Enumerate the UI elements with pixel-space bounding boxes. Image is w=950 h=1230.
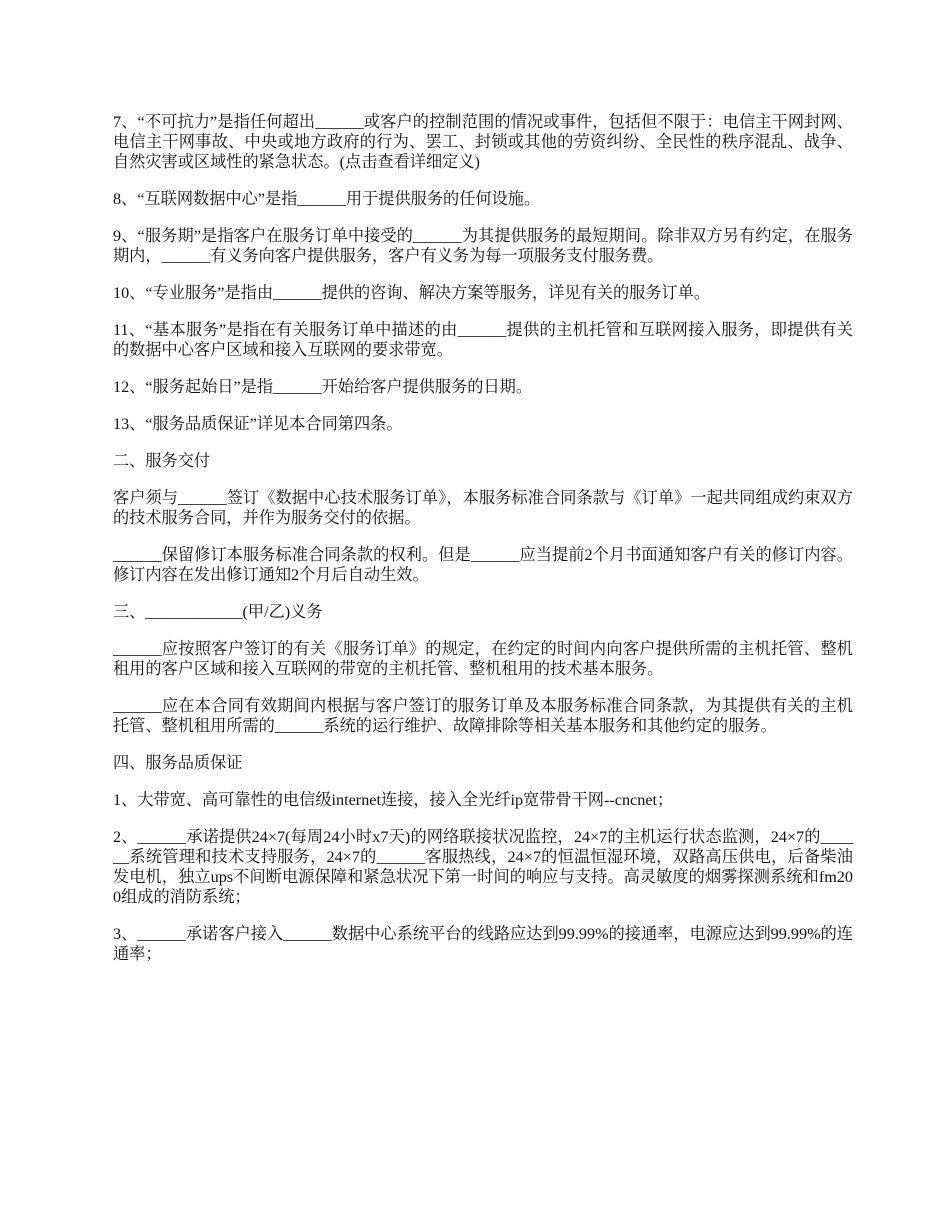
clause-7-force-majeure: 7、“不可抗力”是指任何超出______或客户的控制范围的情况或事件，包括但不限于：电信主干网封网、电信主干网事故、中央或地方政府的行为、罢工、封锁或其他的劳资纠纷、全民性的秩序混乱、战争、自然灾害或区域性的紧急状态。(点击查看详细定义) bbox=[113, 113, 853, 171]
clause-9-service-period: 9、“服务期”是指客户在服务订单中接受的______为其提供服务的最短期间。除非双方另有约定，在服务期内，______有义务向客户提供服务，客户有义务为每一项服务支付服务费。 bbox=[113, 227, 853, 265]
obligations-paragraph-2: ______应在本合同有效期间内根据与客户签订的服务订单及本服务标准合同条款，为其提供有关的主机托管、整机租用所需的______系统的运行维护、故障排除等相关基本服务和其他约定的服务。 bbox=[113, 697, 853, 735]
clause-8-idc: 8、“互联网数据中心”是指______用于提供服务的任何设施。 bbox=[113, 190, 541, 208]
obligations-paragraph-1: ______应按照客户签订的有关《服务订单》的规定，在约定的时间内向客户提供所需的主机托管、整机租用的客户区域和接入互联网的带宽的主机托管、整机租用的技术基本服务。 bbox=[113, 640, 853, 678]
section-heading-quality: 四、服务品质保证 bbox=[113, 754, 243, 772]
clause-12-service-start-date: 12、“服务起始日”是指______开始给客户提供服务的日期。 bbox=[113, 378, 533, 396]
clause-13-sla: 13、“服务品质保证”详见本合同第四条。 bbox=[113, 415, 403, 433]
section-heading-obligations: 三、____________(甲/乙)义务 bbox=[113, 603, 323, 621]
clause-11-basic-services: 11、“基本服务”是指在有关服务订单中描述的由______提供的主机托管和互联网接入服务，即提供有关的数据中心客户区域和接入互联网的要求带宽。 bbox=[113, 321, 853, 359]
quality-item-1: 1、大带宽、高可靠性的电信级internet连接，接入全光纤ip宽带骨干网--cncnet； bbox=[113, 791, 674, 809]
section-heading-delivery: 二、服务交付 bbox=[113, 452, 211, 470]
delivery-paragraph-1: 客户须与______签订《数据中心技术服务订单》，本服务标准合同条款与《订单》一起共同组成约束双方的技术服务合同，并作为服务交付的依据。 bbox=[113, 489, 853, 527]
clause-10-professional-services: 10、“专业服务”是指由______提供的咨询、解决方案等服务，详见有关的服务订单。 bbox=[113, 284, 711, 302]
delivery-paragraph-2: ______保留修订本服务标准合同条款的权利。但是______应当提前2个月书面通知客户有关的修订内容。修订内容在发出修订通知2个月后自动生效。 bbox=[113, 546, 853, 584]
document-page bbox=[113, 112, 853, 981]
quality-item-3: 3、______承诺客户接入______数据中心系统平台的线路应达到99.99%的接通率，电源应达到99.99%的连通率； bbox=[113, 925, 853, 963]
quality-item-2: 2、______承诺提供24×7(每周24小时x7天)的网络联接状况监控，24×7的主机运行状态监测，24×7的______系统管理和技术支持服务，24×7的______客服热线，24×7的恒温恒湿环境，双路高压供电，后备柴油发电机，独立ups不间断电源保障和紧急状况下第一时间的响应与支持。高灵敏度的烟雾探测系统和fm200组成的消防系统； bbox=[113, 828, 853, 906]
